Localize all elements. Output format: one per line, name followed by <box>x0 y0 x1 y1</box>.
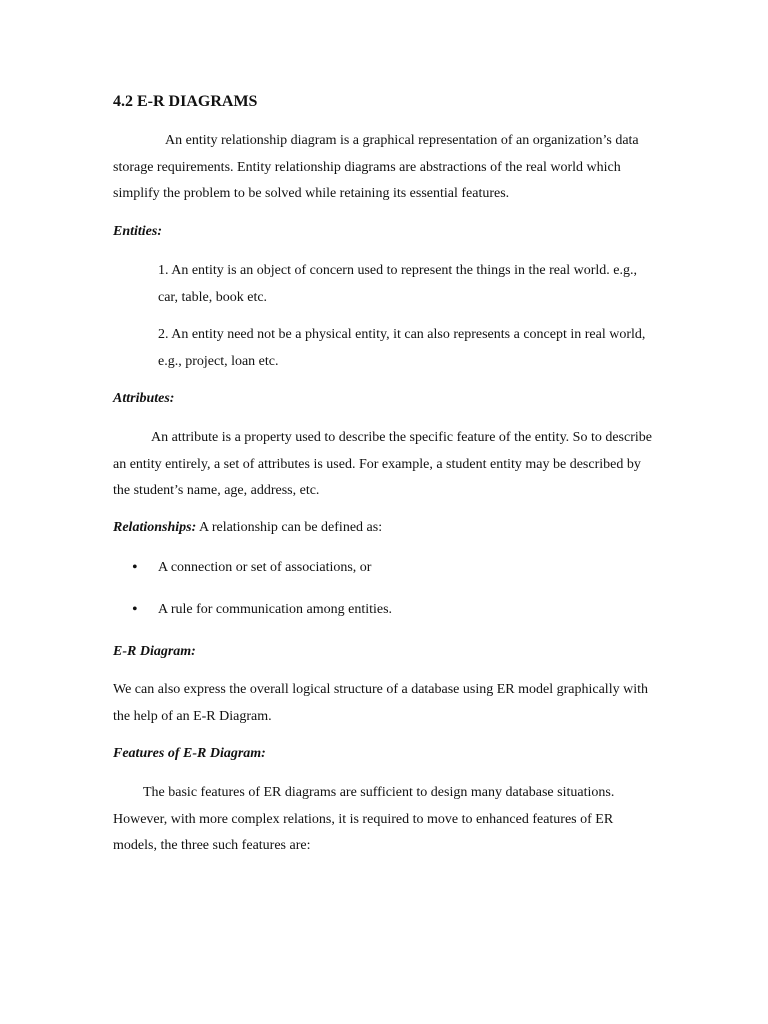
relationship-bullet-2 <box>132 597 652 623</box>
features-heading: Features of E-R Diagram: <box>113 746 266 761</box>
attributes-heading: Attributes: <box>113 391 175 406</box>
attributes-paragraph: An attribute is a property used to describe the specific feature of the entity. So to describe an entity entirely, a set of attributes is used. For example, a student entity may be described by the student’s name, age, address, etc. <box>113 430 652 498</box>
relationships-heading: Relationships: <box>113 520 197 535</box>
features-paragraph: The basic features of ER diagrams are sufficient to design many database situations. However, with more complex relations, it is required to move to enhanced features of ER models, the three such features are: <box>113 785 615 853</box>
section-title: 4.2 E-R DIAGRAMS <box>113 93 258 110</box>
relationship-bullet-1 <box>132 555 652 581</box>
bullet-text: A connection or set of associations, or <box>158 560 372 575</box>
er-diagram-heading: E-R Diagram: <box>113 644 196 659</box>
relationships-text: A relationship can be defined as: <box>196 520 383 535</box>
relationships-line <box>113 515 658 542</box>
entities-item-2: 2. An entity need not be a physical entity, it can also represents a concept in real world, e.g., project, loan etc. <box>158 327 646 369</box>
intro-paragraph: An entity relationship diagram is a graphical representation of an organization’s data storage requirements. Entity relationship diagrams are abstractions of the real world which simplify the problem to be solved while retaining its essential features. <box>113 133 639 201</box>
entities-heading: Entities: <box>113 224 163 239</box>
bullet-text: A rule for communication among entities. <box>158 602 393 617</box>
bullet-icon: • <box>132 559 138 576</box>
entities-item-1: 1. An entity is an object of concern used to represent the things in the real world. e.g., car, table, book etc. <box>158 263 637 305</box>
bullet-icon: • <box>132 601 138 618</box>
er-diagram-paragraph: We can also express the overall logical structure of a database using ER model graphically with the help of an E-R Diagram. <box>113 682 648 724</box>
